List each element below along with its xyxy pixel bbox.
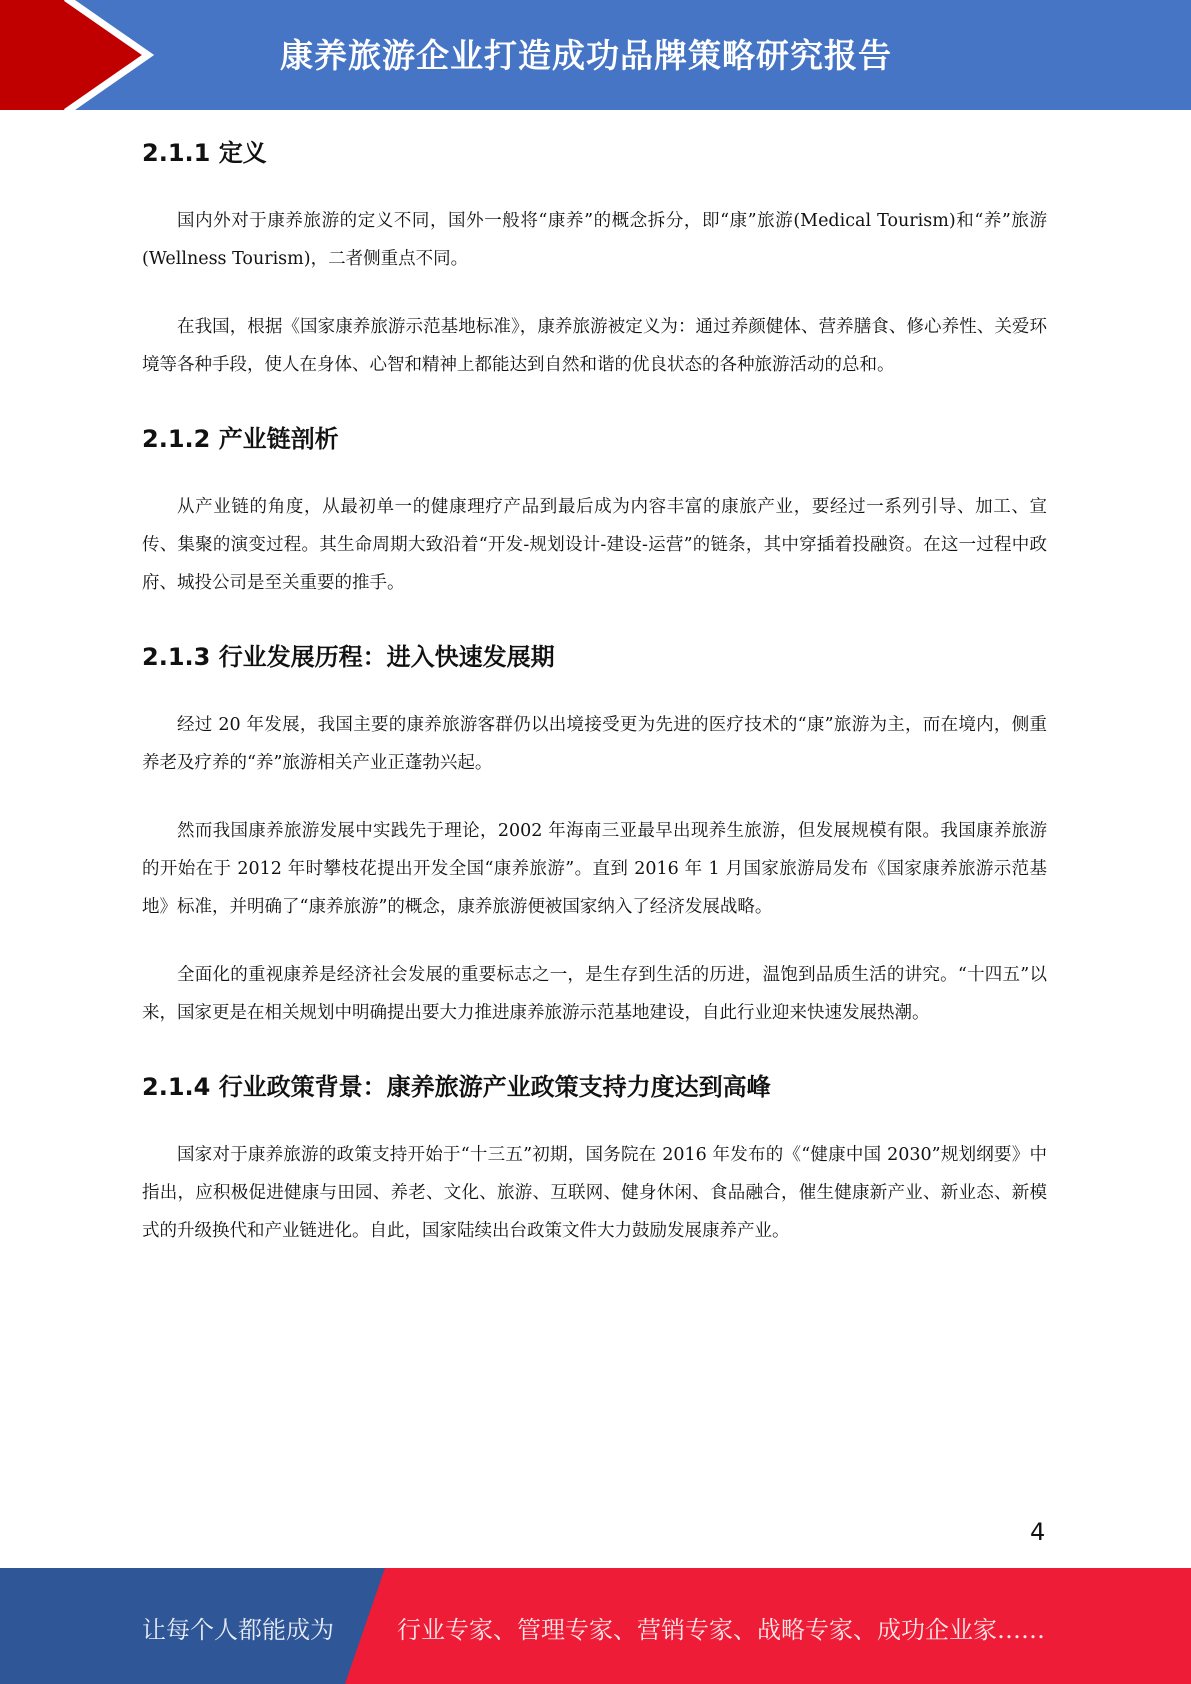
page-header xyxy=(0,0,1191,110)
section-heading: 2.1.3 行业发展历程：进入快速发展期 xyxy=(142,643,555,671)
paragraph: 国家对于康养旅游的政策支持开始于“十三五”初期，国务院在 2016 年发布的《“健康中国 2030”规划纲要》中指出，应积极促进健康与田园、养老、文化、旅游、互联网、健身休闲、食品融合，催生健康新产业、新业态、新模式的升级换代和产业链进化。自此，国家陆续出台政策文件大力鼓励发展康养产业。 xyxy=(142,1145,1047,1241)
footer-slogan-left: 让每个人都能成为 xyxy=(142,1616,334,1644)
paragraph: 然而我国康养旅游发展中实践先于理论，2002 年海南三亚最早出现养生旅游，但发展规模有限。我国康养旅游的开始在于 2012 年时攀枝花提出开发全国“康养旅游”。直到 2016 年 1 月国家旅游局发布《国家康养旅游示范基地》标准，并明确了“康养旅游”的概念，康养旅游便被国家纳入了经济发展战略。 xyxy=(142,821,1047,917)
page-number: 4 xyxy=(1030,1518,1046,1546)
section-heading: 2.1.2 产业链剖析 xyxy=(142,425,339,453)
paragraph: 国内外对于康养旅游的定义不同，国外一般将“康养”的概念拆分，即“康”旅游(Medical Tourism)和“养”旅游(Wellness Tourism)，二者侧重点不同。 xyxy=(142,211,1047,269)
document-body xyxy=(142,128,1047,1280)
report-title: 康养旅游企业打造成功品牌策略研究报告 xyxy=(280,36,892,75)
paragraph: 经过 20 年发展，我国主要的康养旅游客群仍以出境接受更为先进的医疗技术的“康”旅游为主，而在境内，侧重养老及疗养的“养”旅游相关产业正蓬勃兴起。 xyxy=(142,715,1047,773)
page-footer xyxy=(0,1568,1191,1684)
section-heading: 2.1.1 定义 xyxy=(142,139,267,167)
section-heading: 2.1.4 行业政策背景：康养旅游产业政策支持力度达到高峰 xyxy=(142,1073,771,1101)
header-arrow-decoration xyxy=(0,0,160,110)
footer-slogan-right: 行业专家、管理专家、营销专家、战略专家、成功企业家…… xyxy=(397,1616,1045,1644)
paragraph: 从产业链的角度，从最初单一的健康理疗产品到最后成为内容丰富的康旅产业，要经过一系列引导、加工、宣传、集聚的演变过程。其生命周期大致沿着“开发-规划设计-建设-运营”的链条，其中穿插着投融资。在这一过程中政府、城投公司是至关重要的推手。 xyxy=(142,497,1047,593)
paragraph: 在我国，根据《国家康养旅游示范基地标准》，康养旅游被定义为：通过养颜健体、营养膳食、修心养性、关爱环境等各种手段，使人在身体、心智和精神上都能达到自然和谐的优良状态的各种旅游活动的总和。 xyxy=(142,317,1047,375)
paragraph: 全面化的重视康养是经济社会发展的重要标志之一，是生存到生活的历进，温饱到品质生活的讲究。“十四五”以来，国家更是在相关规划中明确提出要大力推进康养旅游示范基地建设，自此行业迎来快速发展热潮。 xyxy=(142,965,1047,1023)
